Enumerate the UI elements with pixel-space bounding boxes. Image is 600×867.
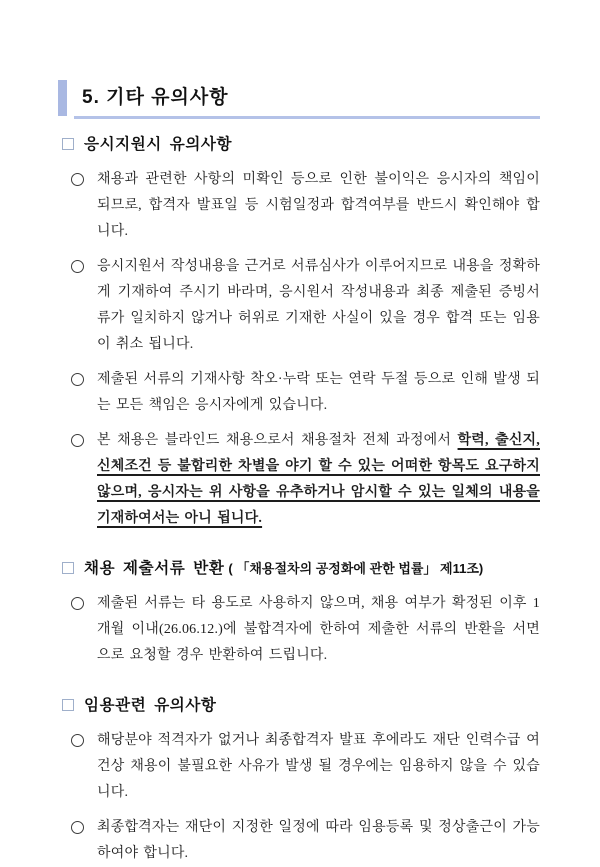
title-underline-container — [74, 80, 540, 119]
bullet-item — [70, 367, 540, 419]
section-heading-law-reference: ( 「채용절차의 공정화에 관한 법률」 제11조) — [228, 561, 484, 576]
accent-bar — [58, 80, 67, 116]
section-document-return — [58, 556, 540, 669]
title-block — [58, 80, 540, 119]
bullet-text: 최종합격자는 재단이 지정한 일정에 따라 임용등록 및 정상출근이 가능 하여야 합니다. — [97, 820, 540, 861]
section-body — [58, 591, 540, 669]
square-bullet-icon — [62, 562, 74, 574]
section-body — [58, 167, 540, 532]
section-heading-label: 임용관련 유의사항 — [84, 697, 217, 714]
bullet-item — [70, 254, 540, 358]
bullet-item-blind-recruitment — [70, 428, 540, 532]
bullet-text: 제출된 서류의 기재사항 착오·누락 또는 연락 두절 등으로 인해 발생 되는 모든 책임은 응시자에게 있습니다. — [97, 372, 540, 413]
square-bullet-icon — [62, 699, 74, 711]
section-appointment-notes — [58, 693, 540, 867]
section-heading-label: 응시지원시 유의사항 — [84, 136, 233, 153]
section-heading — [62, 556, 540, 578]
circle-bullet-icon — [71, 821, 84, 834]
circle-bullet-icon — [71, 260, 84, 273]
bullet-text: 해당분야 적격자가 없거나 최종합격자 발표 후에라도 재단 인력수급 여건상 채용이 불필요한 사유가 발생 될 경우에는 임용하지 않을 수 있습니다. — [97, 733, 540, 800]
circle-bullet-icon — [71, 173, 84, 186]
bullet-text-emphasis: 학력, 출신지, 신체조건 등 불합리한 차별을 야기 할 수 있는 어떠한 항목도 요구하지 않으며, 응시자는 위 사항을 유추하거나 암시할 수 있는 일체의 내용을 기재하여서는 아니 됩니다. — [97, 433, 540, 526]
square-bullet-icon — [62, 138, 74, 150]
section-application-notes — [58, 132, 540, 532]
circle-bullet-icon — [71, 434, 84, 447]
section-heading — [62, 132, 540, 154]
circle-bullet-icon — [71, 597, 84, 610]
bullet-text: 응시지원서 작성내용을 근거로 서류심사가 이루어지므로 내용을 정확하게 기재하여 주시기 바라며, 응시원서 작성내용과 최종 제출된 증빙서류가 일치하지 않거나 허위로 기재한 사실이 있을 경우 합격 또는 임용이 취소 됩니다. — [97, 259, 540, 352]
bullet-item — [70, 591, 540, 669]
circle-bullet-icon — [71, 734, 84, 747]
page-title: 5. 기타 유의사항 — [82, 87, 229, 108]
section-heading-label: 채용 제출서류 반환 — [84, 560, 225, 577]
bullet-item — [70, 815, 540, 867]
bullet-text: 채용과 관련한 사항의 미확인 등으로 인한 불이익은 응시자의 책임이 되므로, 합격자 발표일 등 시험일정과 합격여부를 반드시 확인해야 합니다. — [97, 172, 540, 239]
section-heading — [62, 693, 540, 715]
section-body — [58, 728, 540, 867]
bullet-text-normal: 본 채용은 블라인드 채용으로서 채용절차 전체 과정에서 — [97, 433, 458, 448]
bullet-item — [70, 167, 540, 245]
circle-bullet-icon — [71, 373, 84, 386]
bullet-item — [70, 728, 540, 806]
bullet-text: 제출된 서류는 타 용도로 사용하지 않으며, 채용 여부가 확정된 이후 1개월 이내(26.06.12.)에 불합격자에 한하여 제출한 서류의 반환을 서면으로 요청할 경우 반환하여 드립니다. — [97, 596, 540, 663]
